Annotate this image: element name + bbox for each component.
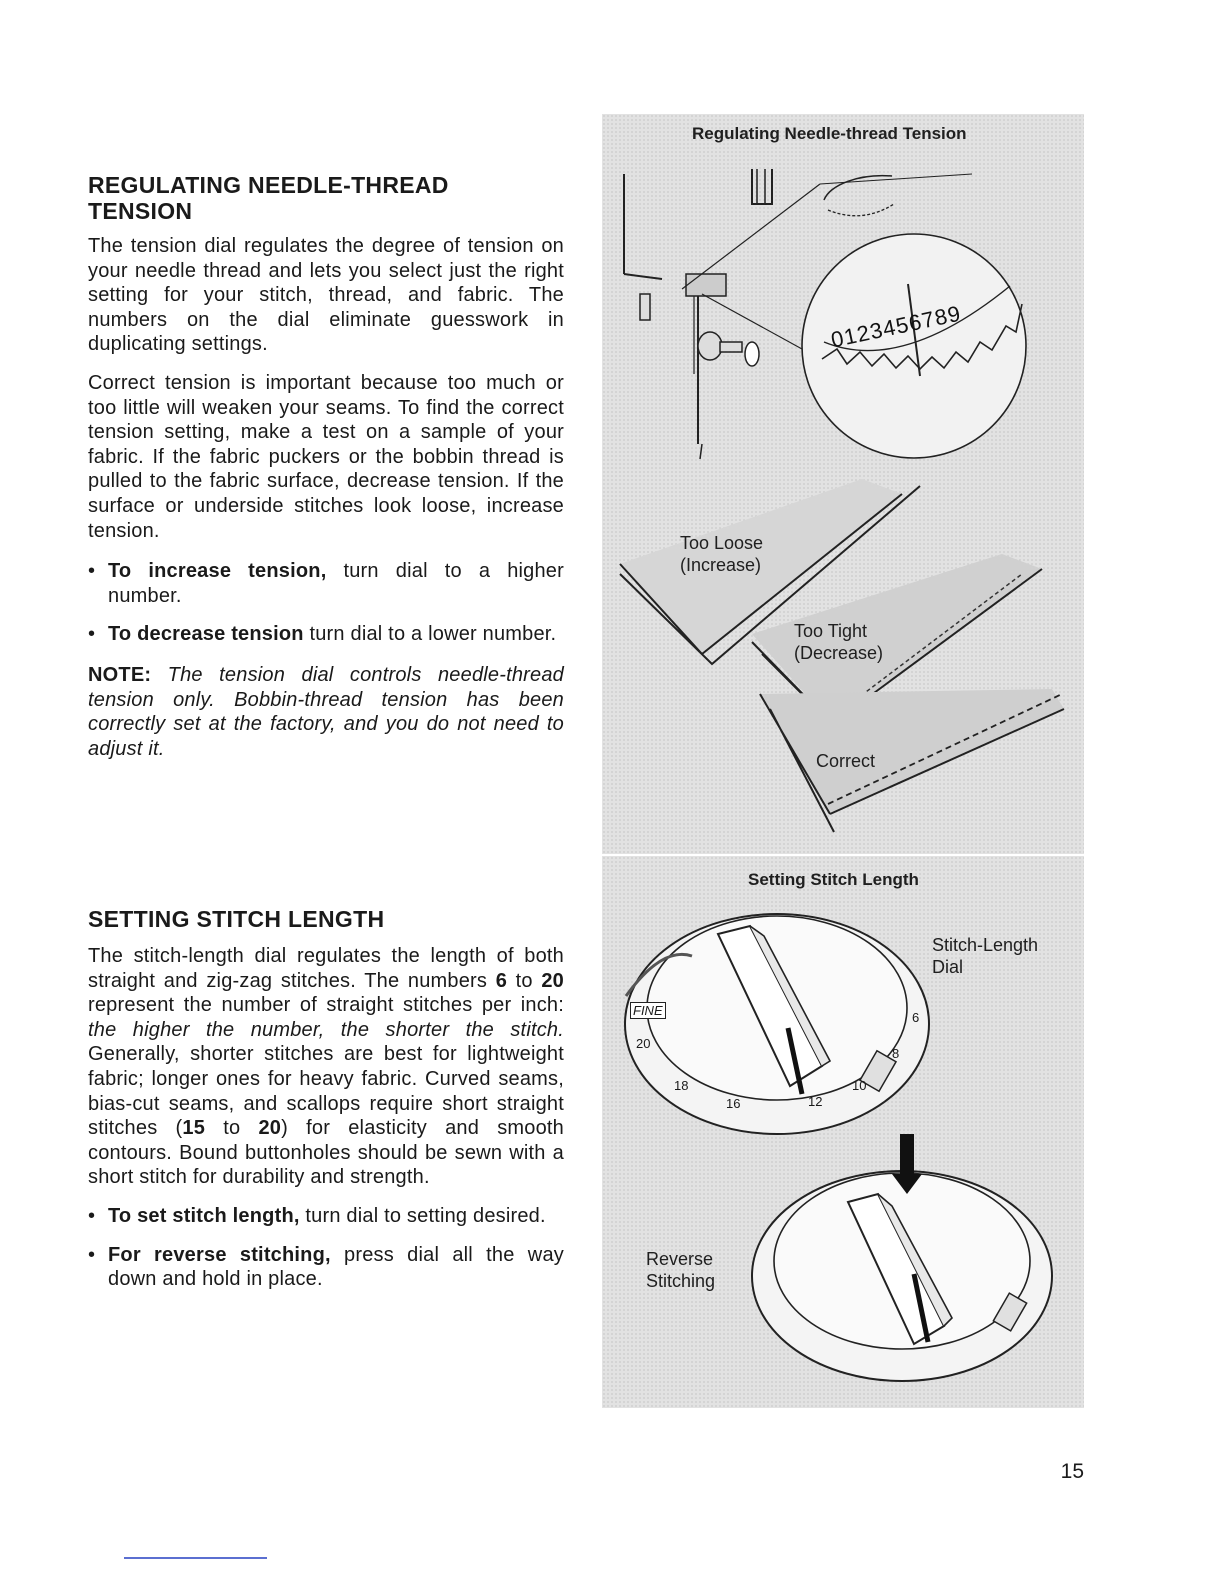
label-stitch-length-dial	[932, 934, 1038, 978]
dial-mark: 20	[636, 1036, 651, 1051]
bullet-text: press dial all the way down and hold in place.	[108, 1243, 564, 1291]
text-run: ) for elasticity and smooth contours. Bound buttonholes should be sewn with a short stitch for durability and strength.	[88, 1117, 564, 1189]
text-run: the higher the number, the shorter the stitch.	[88, 1018, 564, 1041]
section-stitch-length	[88, 906, 564, 1292]
bullet-text: turn dial to a lower number.	[303, 623, 557, 646]
text-run: to	[205, 1117, 259, 1140]
text-run: 15	[182, 1117, 206, 1140]
text-run: The stitch-length dial regulates the length of both straight and zig-zag stitches. The numbers	[88, 945, 564, 992]
text-run: 20	[541, 969, 564, 992]
label-line: Stitching	[646, 1271, 716, 1291]
note	[88, 663, 564, 761]
paragraph	[88, 944, 564, 1190]
figure-caption: Setting Stitch Length	[748, 870, 919, 889]
bullet-bold: To set stitch length,	[108, 1204, 300, 1227]
text-run: 20	[258, 1117, 282, 1140]
bullet-item	[88, 622, 564, 647]
text-run: to	[507, 969, 542, 992]
section-heading	[88, 172, 564, 224]
tension-dial-numbers: 0123456789	[828, 300, 964, 353]
footer-rule	[124, 1557, 267, 1559]
section-heading: SETTING STITCH LENGTH	[88, 906, 385, 932]
stitch-length-illustration	[602, 856, 1084, 1408]
paragraph: Correct tension is important because too much or too little will weaken your seams. To find the correct tension setting, make a test on a sample of your fabric. If the fabric puckers or the bobbin thread is pulled to the fabric surface, decrease tension. If the surface or underside stitches look loose, increase tension.	[88, 371, 564, 542]
bullet-text: turn dial to a higher number.	[108, 560, 564, 607]
fine-label: FINE	[630, 1002, 666, 1019]
dial-mark: 18	[674, 1078, 689, 1093]
dial-mark: 8	[892, 1046, 900, 1061]
dial-mark: 6	[912, 1010, 920, 1025]
bullet-bold: To increase tension,	[108, 560, 327, 583]
label-line: (Decrease)	[794, 643, 884, 663]
bullet-item	[88, 559, 564, 608]
heading-line: TENSION	[88, 198, 193, 224]
paragraph: The tension dial regulates the degree of tension on your needle thread and lets you select just the right setting for your stitch, thread, and fabric. The numbers on the dial eliminate guesswork in duplicating settings.	[88, 235, 564, 356]
label-reverse-stitching	[646, 1248, 715, 1292]
page-number: 15	[1060, 1460, 1084, 1483]
text-run: represent the number of straight stitches per inch:	[88, 994, 564, 1017]
tension-illustration	[602, 114, 1084, 854]
note-text: The tension dial controls needle-thread tension only. Bobbin-thread tension has been correctly set at the factory, and you do not need to adjust it.	[88, 663, 564, 760]
bullet-item	[88, 1243, 564, 1292]
label-line: (Increase)	[680, 555, 762, 575]
label-too-tight	[794, 620, 883, 664]
heading-line: REGULATING NEEDLE-THREAD	[88, 172, 449, 198]
dial-mark: 10	[852, 1078, 867, 1093]
dial-mark: 12	[808, 1094, 823, 1109]
bullet-bold: For reverse stitching,	[108, 1243, 331, 1266]
label-too-loose	[680, 532, 763, 576]
label-line: Reverse	[646, 1249, 714, 1269]
label-correct: Correct	[816, 751, 876, 771]
label-line: Stitch-Length	[932, 935, 1039, 955]
bullet-text: turn dial to setting desired.	[299, 1204, 546, 1227]
label-line: Too Tight	[794, 621, 868, 641]
text-run: Generally, shorter stitches are best for lightweight fabric; longer ones for heavy fabric. Curved seams, bias-cut seams, and scallops require short straight stitches (	[88, 1043, 564, 1140]
bullet-item	[88, 1204, 564, 1229]
label-line: Too Loose	[680, 533, 764, 553]
dial-mark: 16	[726, 1096, 741, 1111]
section-tension	[88, 172, 564, 761]
note-label: NOTE:	[88, 663, 152, 686]
bullet-bold: To decrease tension	[108, 623, 304, 646]
fabric-samples-drawing	[602, 114, 1084, 854]
text-run: 6	[495, 969, 508, 992]
figure-caption: Regulating Needle-thread Tension	[692, 124, 967, 143]
label-line: Dial	[932, 957, 964, 977]
